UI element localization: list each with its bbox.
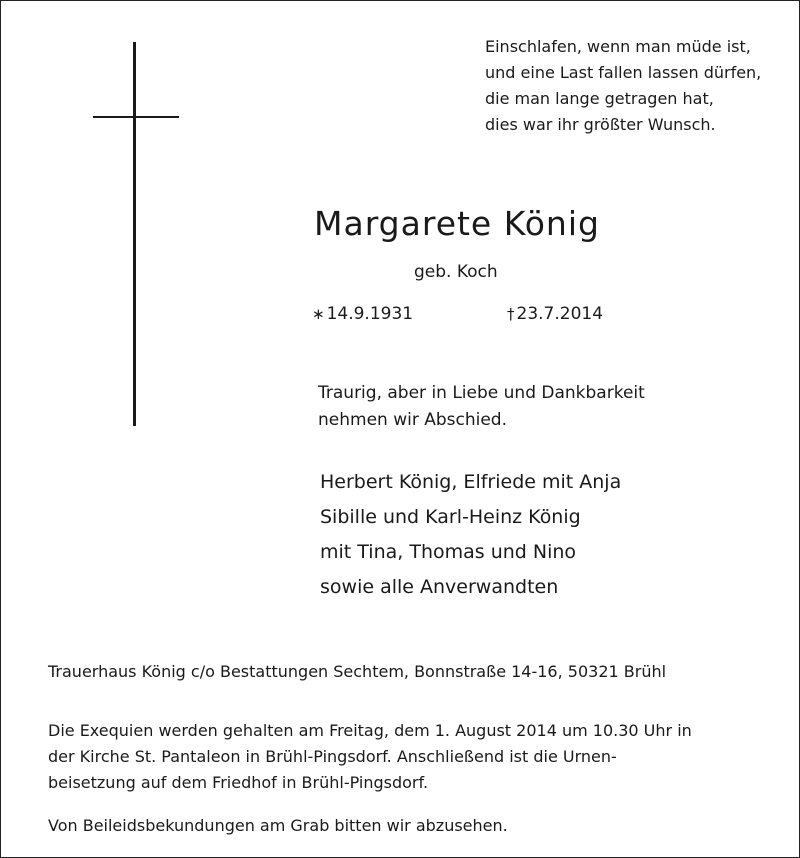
mourner-line: Herbert König, Elfriede mit Anja: [320, 471, 622, 493]
cross-horizontal-bar: [93, 116, 179, 118]
service-line: beisetzung auf dem Friedhof in Brühl-Pingsdorf.: [48, 773, 429, 792]
service-details: [48, 718, 764, 796]
farewell-line: Traurig, aber in Liebe und Dankbarkeit: [318, 383, 645, 403]
farewell-line: nehmen wir Abschied.: [318, 410, 508, 430]
mourners-list: [320, 465, 621, 605]
service-line: der Kirche St. Pantaleon in Brühl-Pingsdorf. Anschließend ist die Urnen-: [48, 747, 617, 766]
death-date: 23.7.2014: [516, 304, 604, 324]
maiden-name: geb. Koch: [414, 262, 498, 282]
motto-line: die man lange getragen hat,: [485, 89, 714, 108]
mourner-line: sowie alle Anverwandten: [320, 576, 559, 598]
death-date-block: [507, 304, 603, 324]
death-dagger-icon: †: [507, 305, 515, 323]
deceased-name: Margarete König: [314, 204, 600, 243]
birth-date: 14.9.1931: [326, 304, 414, 324]
farewell-text: [318, 380, 645, 434]
mourning-house-address: Trauerhaus König c/o Bestattungen Sechtem, Bonnstraße 14-16, 50321 Brühl: [48, 662, 667, 681]
mourner-line: Sibille und Karl-Heinz König: [320, 506, 581, 528]
birth-date-block: [312, 304, 413, 324]
motto-verse: [485, 34, 785, 138]
cross-vertical-bar: [133, 42, 136, 426]
closing-note: Von Beileidsbekundungen am Grab bitten wir abzusehen.: [48, 816, 508, 835]
birth-star-icon: ∗: [312, 305, 325, 323]
motto-line: Einschlafen, wenn man müde ist,: [485, 37, 751, 56]
mourner-line: mit Tina, Thomas und Nino: [320, 541, 577, 563]
motto-line: dies war ihr größter Wunsch.: [485, 115, 716, 134]
motto-line: und eine Last fallen lassen dürfen,: [485, 63, 762, 82]
service-line: Die Exequien werden gehalten am Freitag, dem 1. August 2014 um 10.30 Uhr in: [48, 721, 692, 740]
